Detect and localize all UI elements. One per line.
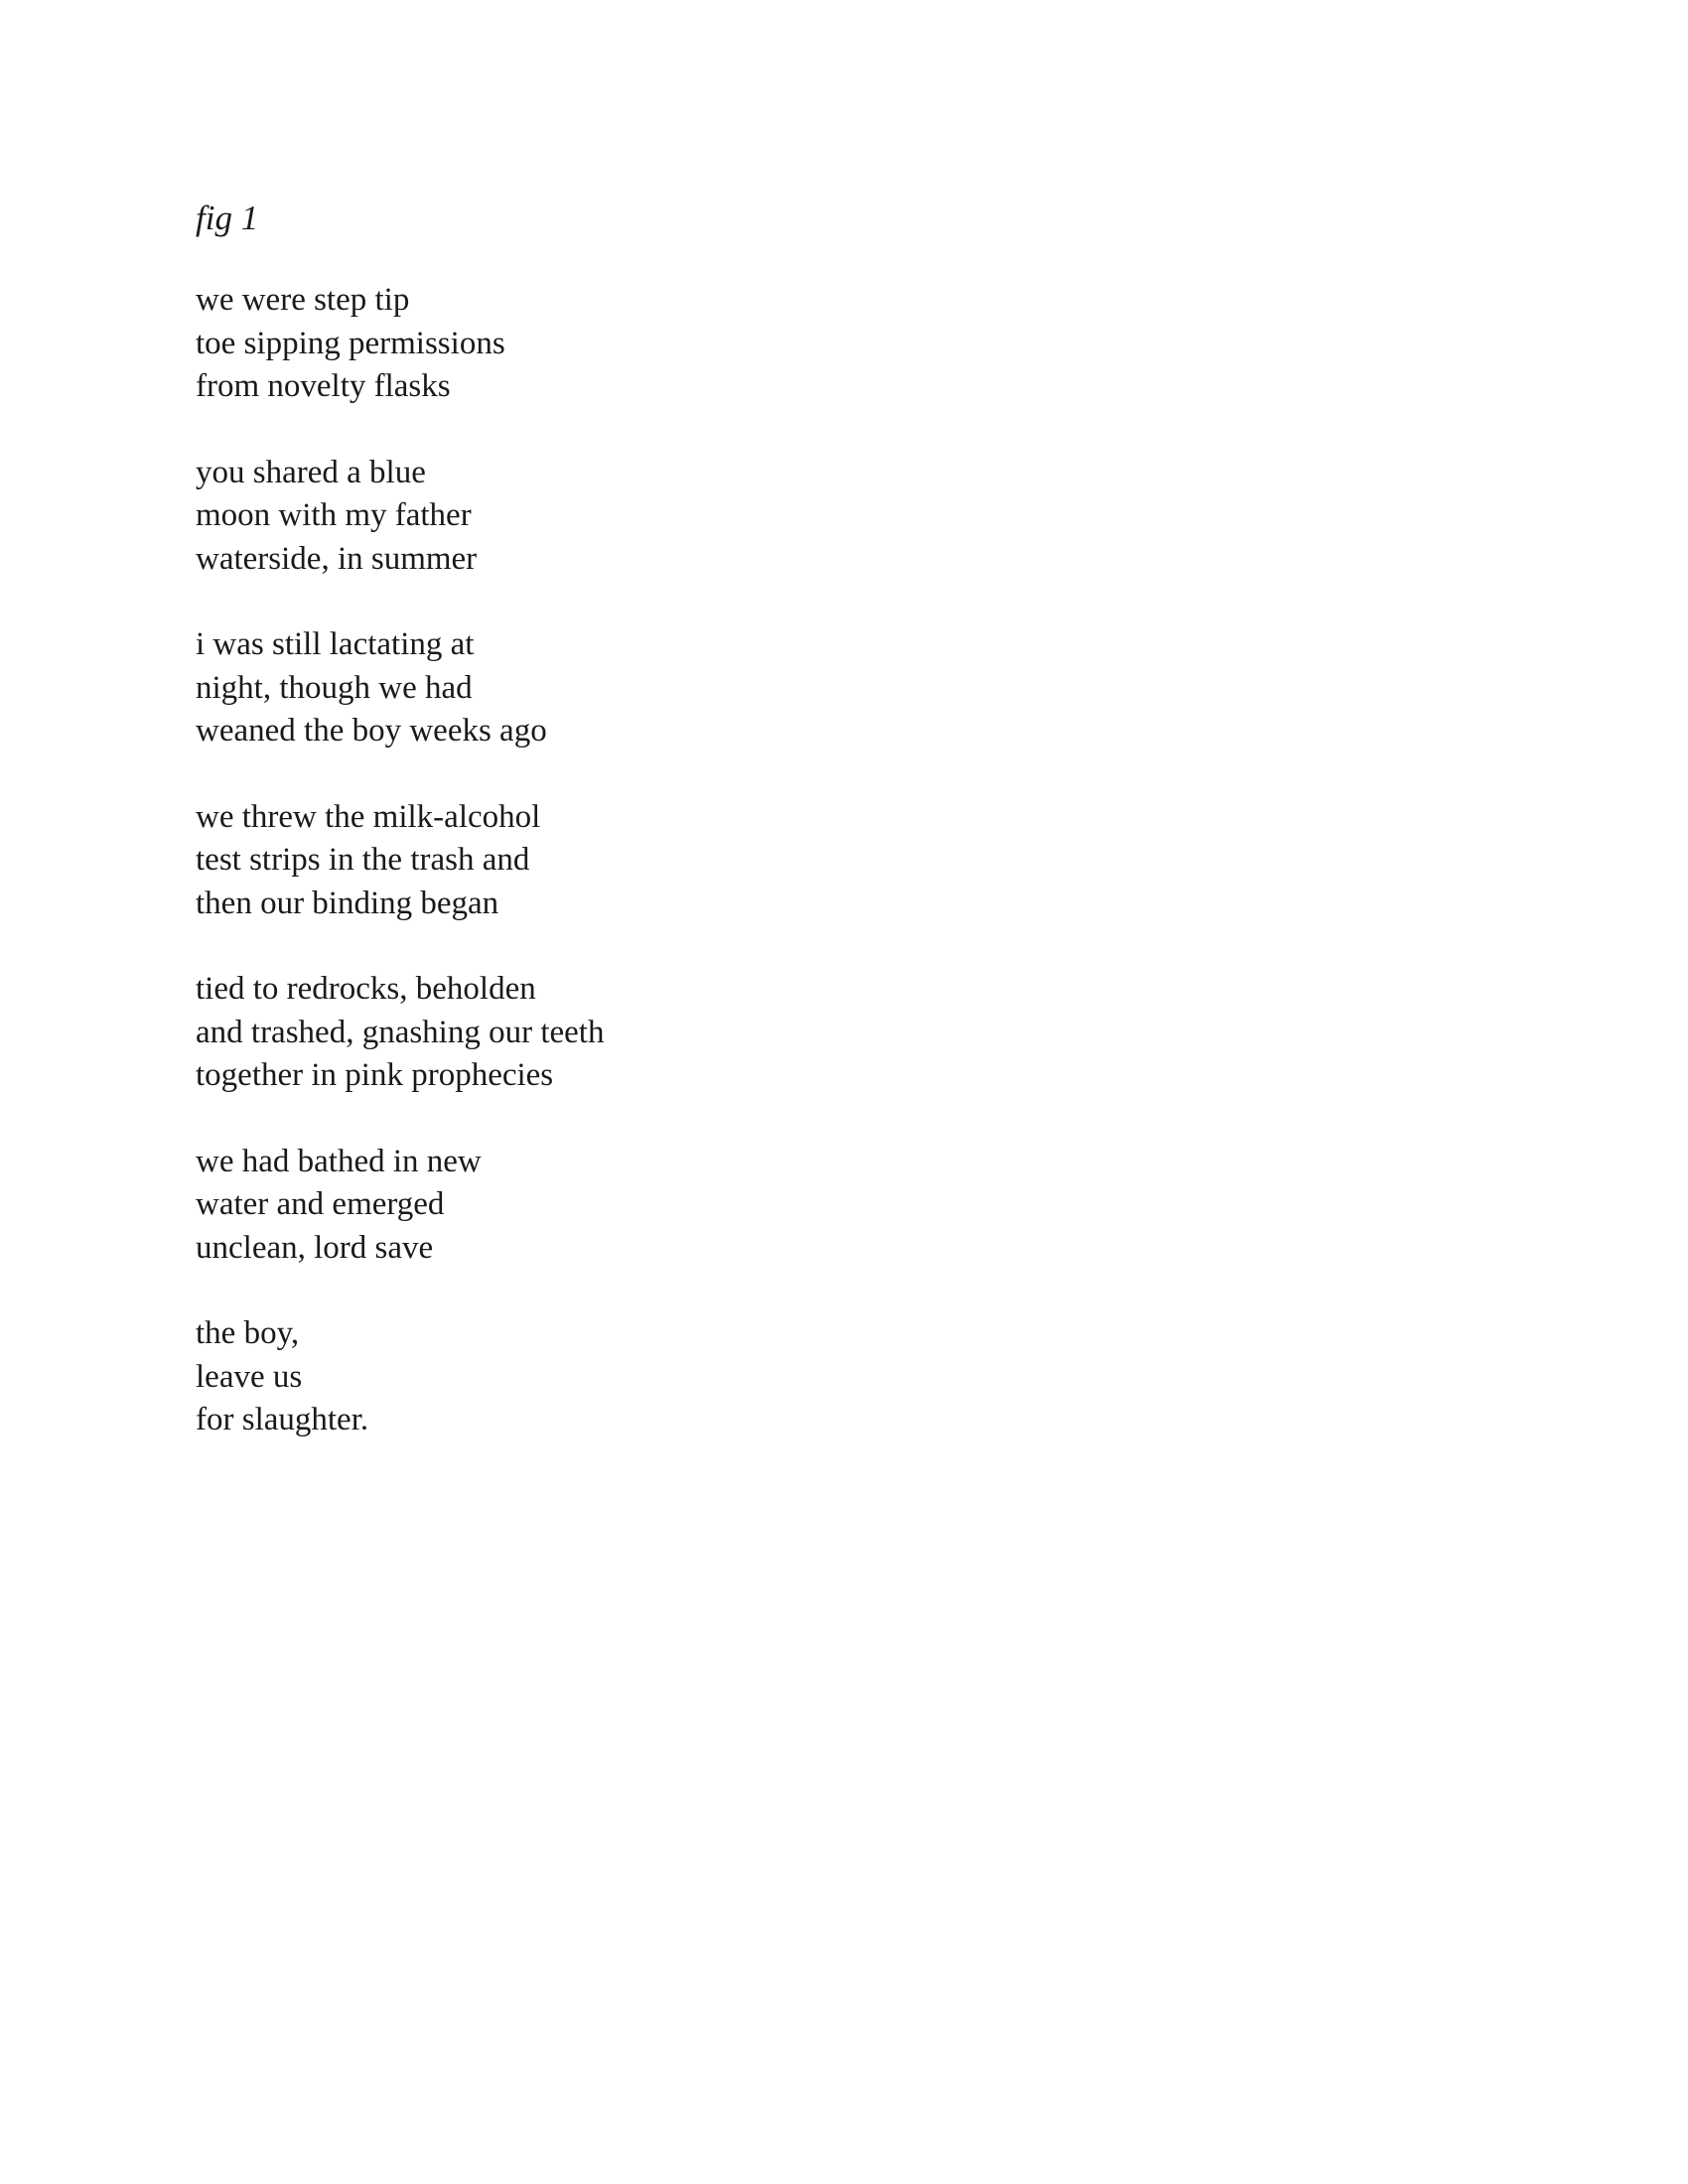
poem-title: fig 1 [196, 199, 259, 237]
poem-line: weaned the boy weeks ago [196, 713, 547, 749]
poem-line: unclean, lord save [196, 1229, 434, 1266]
poem-line: leave us [196, 1358, 303, 1395]
poem-line: toe sipping permissions [196, 325, 505, 361]
stanza [196, 452, 1089, 582]
stanza [196, 968, 1089, 1098]
stanza [196, 1312, 1089, 1442]
poem-line: we had bathed in new [196, 1143, 482, 1179]
poem-line: then our binding began [196, 885, 499, 921]
poem-line: test strips in the trash and [196, 842, 530, 878]
poem-line: the boy, [196, 1315, 300, 1351]
poem-line: tied to redrocks, beholden [196, 971, 536, 1007]
poem [196, 197, 1089, 1485]
poem-line: night, though we had [196, 669, 473, 706]
stanza [196, 623, 1089, 753]
poem-line: for slaughter. [196, 1402, 369, 1437]
poem-line: water and emerged [196, 1186, 445, 1222]
poem-line: and trashed, gnashing our teeth [196, 1014, 605, 1050]
poem-line: we threw the milk-alcohol [196, 798, 541, 835]
poem-line: we were step tip [196, 282, 410, 318]
poem-line: together in pink prophecies [196, 1057, 554, 1093]
poem-line: moon with my father [196, 497, 472, 533]
stanza [196, 1141, 1089, 1271]
poem-line: you shared a blue [196, 454, 426, 490]
stanza [196, 279, 1089, 409]
poem-line: i was still lactating at [196, 626, 475, 662]
poem-line: waterside, in summer [196, 540, 478, 577]
poem-line: from novelty flasks [196, 368, 451, 404]
stanza [196, 796, 1089, 926]
